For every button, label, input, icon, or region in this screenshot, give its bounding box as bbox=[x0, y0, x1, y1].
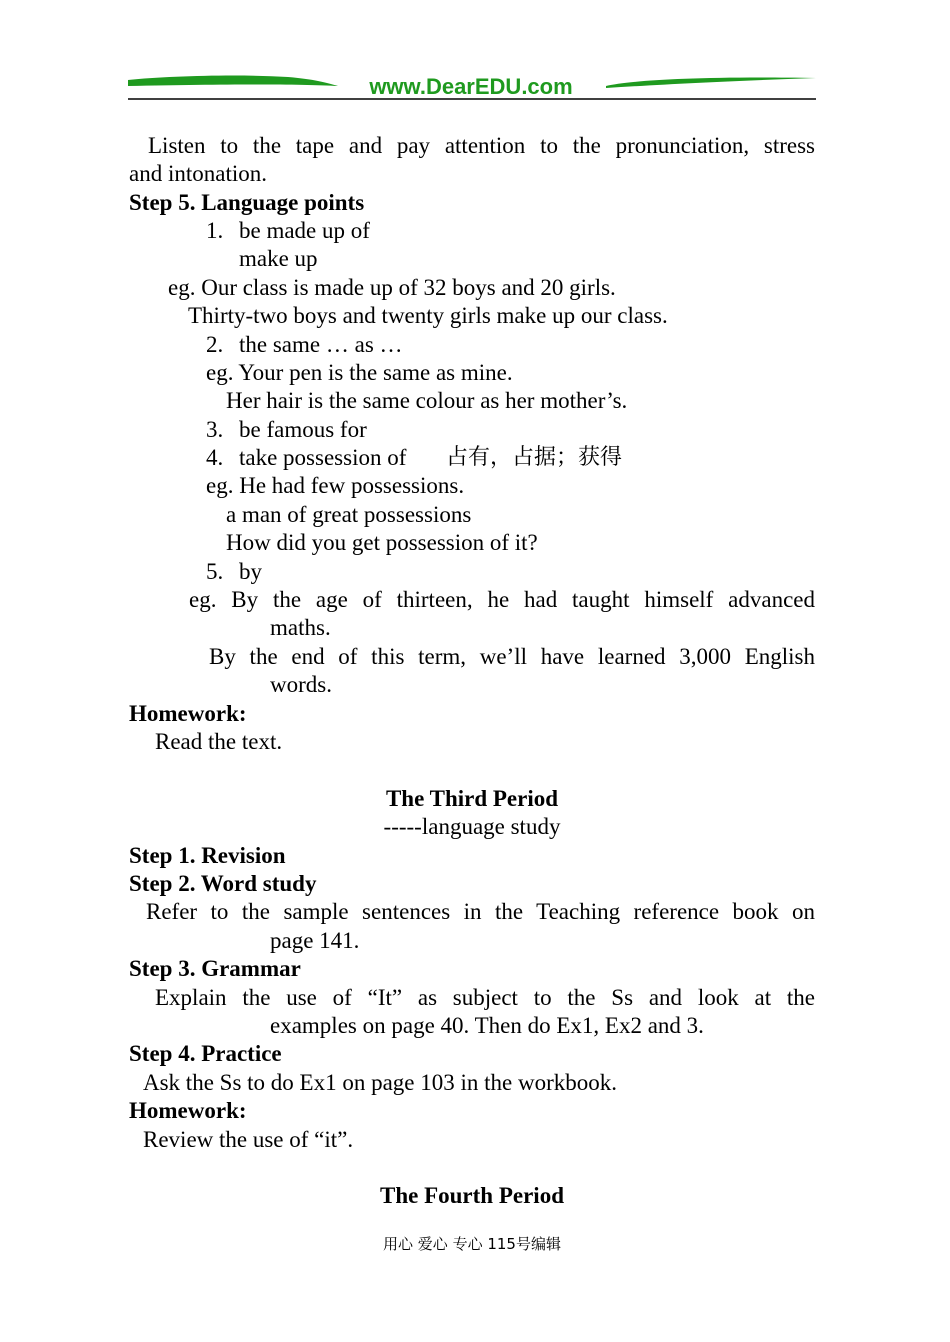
list-number: 2. bbox=[206, 332, 224, 357]
example-sentence: words. bbox=[270, 672, 332, 697]
example-sentence: a man of great possessions bbox=[226, 502, 472, 527]
example-sentence: eg. He had few possessions. bbox=[206, 473, 465, 498]
paragraph-line: Refer to the sample sentences in the Teaching reference book on bbox=[146, 899, 815, 924]
section-heading: Homework: bbox=[129, 701, 247, 726]
example-sentence: eg. By the age of thirteen, he had taught himself advanced bbox=[189, 587, 815, 612]
paragraph-line: Read the text. bbox=[155, 729, 283, 754]
example-sentence: maths. bbox=[270, 615, 331, 640]
header-logo-graphic bbox=[128, 70, 816, 102]
header-banner bbox=[128, 70, 816, 102]
section-heading: Step 5. Language points bbox=[129, 190, 365, 215]
paragraph-line: Review the use of “it”. bbox=[143, 1127, 354, 1152]
period-title: The Fourth Period bbox=[380, 1183, 564, 1208]
section-heading: Homework: bbox=[129, 1098, 247, 1123]
list-number: 5. bbox=[206, 559, 224, 584]
paragraph-line: page 141. bbox=[270, 928, 360, 953]
list-number: 1. bbox=[206, 218, 224, 243]
period-subtitle: -----language study bbox=[383, 814, 561, 839]
list-number: 4. bbox=[206, 445, 224, 470]
page-footer: 用心 爱心 专心 115号编辑 bbox=[383, 1235, 561, 1253]
paragraph-line: Listen to the tape and pay attention to the pronunciation, stress bbox=[148, 133, 815, 158]
chinese-gloss: 占有，占据；获得 bbox=[446, 445, 623, 470]
example-sentence: Thirty-two boys and twenty girls make up our class. bbox=[188, 303, 668, 328]
section-heading: Step 3. Grammar bbox=[129, 956, 301, 981]
paragraph-line: Explain the use of “It” as subject to the Ss and look at the bbox=[155, 985, 815, 1010]
list-item: make up bbox=[239, 246, 318, 271]
list-number: 3. bbox=[206, 417, 224, 442]
list-item: be famous for bbox=[239, 417, 367, 442]
list-item: be made up of bbox=[239, 218, 370, 243]
example-sentence: By the end of this term, we’ll have learned 3,000 English bbox=[209, 644, 815, 669]
header-logo-text: www.DearEDU.com bbox=[369, 74, 573, 99]
section-heading: Step 2. Word study bbox=[129, 871, 317, 896]
paragraph-line: Ask the Ss to do Ex1 on page 103 in the workbook. bbox=[143, 1070, 618, 1095]
paragraph-line: and intonation. bbox=[129, 161, 267, 186]
list-item: by bbox=[239, 559, 262, 584]
paragraph-line: examples on page 40. Then do Ex1, Ex2 and 3. bbox=[270, 1013, 704, 1038]
list-item: take possession of bbox=[239, 445, 407, 470]
example-sentence: Her hair is the same colour as her mother’s. bbox=[226, 388, 628, 413]
list-item: the same … as … bbox=[239, 332, 403, 357]
period-title: The Third Period bbox=[385, 786, 559, 811]
section-heading: Step 1. Revision bbox=[129, 843, 286, 868]
example-sentence: eg. Your pen is the same as mine. bbox=[206, 360, 513, 385]
section-heading: Step 4. Practice bbox=[129, 1041, 282, 1066]
example-sentence: How did you get possession of it? bbox=[226, 530, 538, 555]
example-sentence: eg. Our class is made up of 32 boys and 20 girls. bbox=[168, 275, 616, 300]
